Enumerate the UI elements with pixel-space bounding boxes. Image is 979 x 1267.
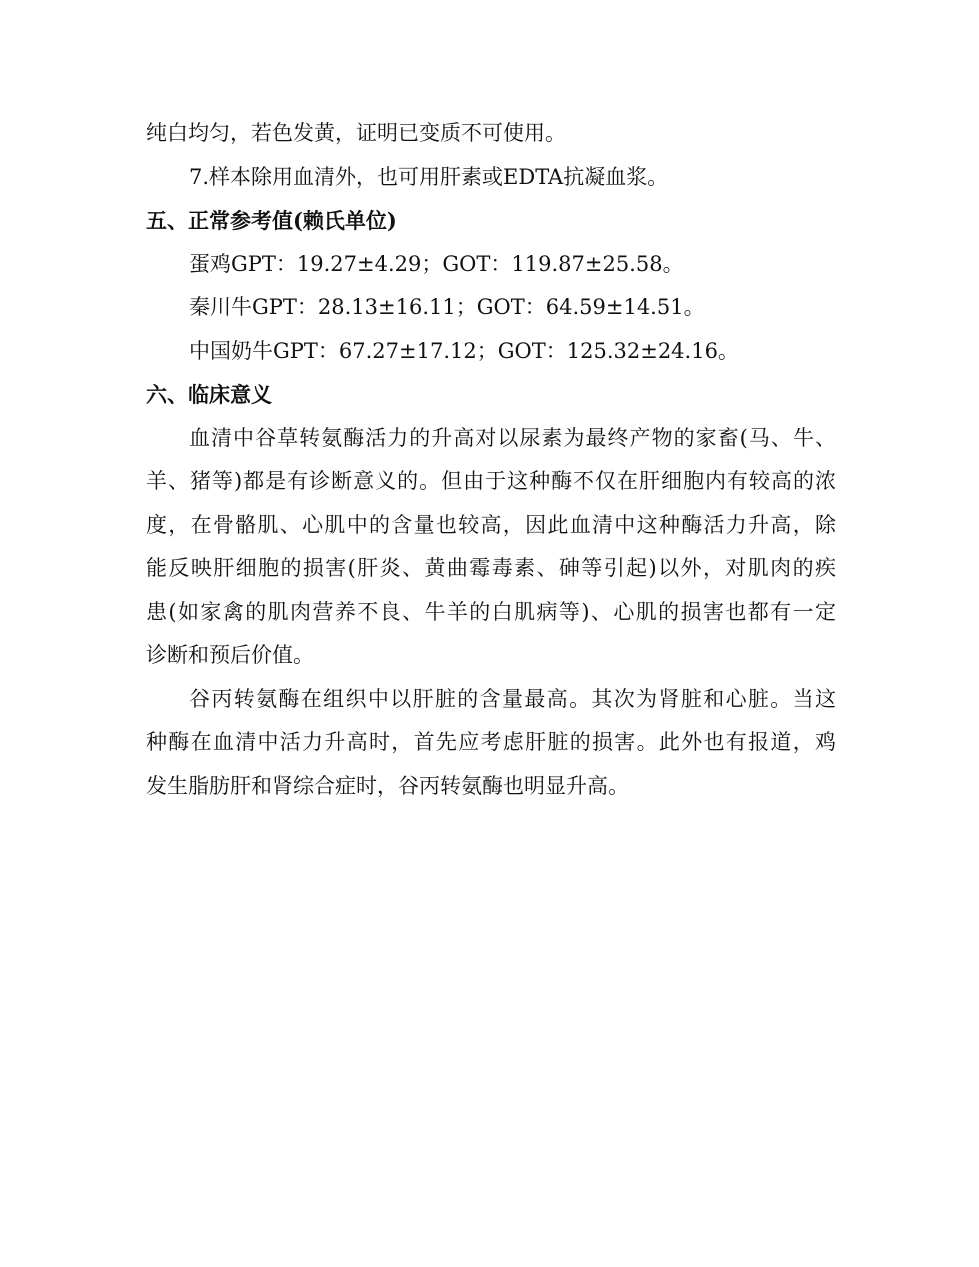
paragraph-line: 血清中谷草转氨酶活力的升高对以尿素为最终产物的家畜(马、牛、 (189, 425, 836, 450)
paragraph-line: 纯白均匀，若色发黄，证明已变质不可使用。 (146, 121, 566, 145)
section-heading-clinical-significance: 六、临床意义 (146, 382, 272, 407)
paragraph-line: 羊、猪等)都是有诊断意义的。但由于这种酶不仅在肝细胞内有较高的浓 (146, 469, 836, 493)
paragraph-line: 诊断和预后价值。 (146, 643, 314, 667)
paragraph-line: 种酶在血清中活力升高时，首先应考虑肝脏的损害。此外也有报道，鸡 (146, 730, 836, 754)
paragraph-line: 度，在骨骼肌、心肌中的含量也较高，因此血清中这种酶活力升高，除 (146, 512, 836, 537)
reference-value-laying-hen: 蛋鸡GPT：19.27±4.29；GOT：119.87±25.58。 (189, 251, 684, 276)
paragraph-line: 谷丙转氨酶在组织中以肝脏的含量最高。其次为肾脏和心脏。当这 (189, 686, 836, 711)
paragraph-line: 能反映肝细胞的损害(肝炎、黄曲霉毒素、砷等引起)以外，对肌肉的疾 (146, 556, 836, 580)
reference-value-dairy-cow: 中国奶牛GPT：67.27±17.12；GOT：125.32±24.16。 (189, 338, 739, 363)
reference-value-qinchuan-cattle: 秦川牛GPT：28.13±16.11；GOT：64.59±14.51。 (189, 295, 705, 319)
section-heading-reference-values: 五、正常参考值(赖氏单位) (146, 208, 397, 233)
paragraph-line: 患(如家禽的肌肉营养不良、牛羊的白肌病等)、心肌的损害也都有一定 (146, 599, 836, 624)
paragraph-line: 发生脂肪肝和肾综合症时，谷丙转氨酶也明显升高。 (146, 773, 629, 798)
document-body (146, 112, 836, 808)
paragraph-line: 7.样本除用血清外，也可用肝素或EDTA抗凝血浆。 (189, 164, 669, 189)
